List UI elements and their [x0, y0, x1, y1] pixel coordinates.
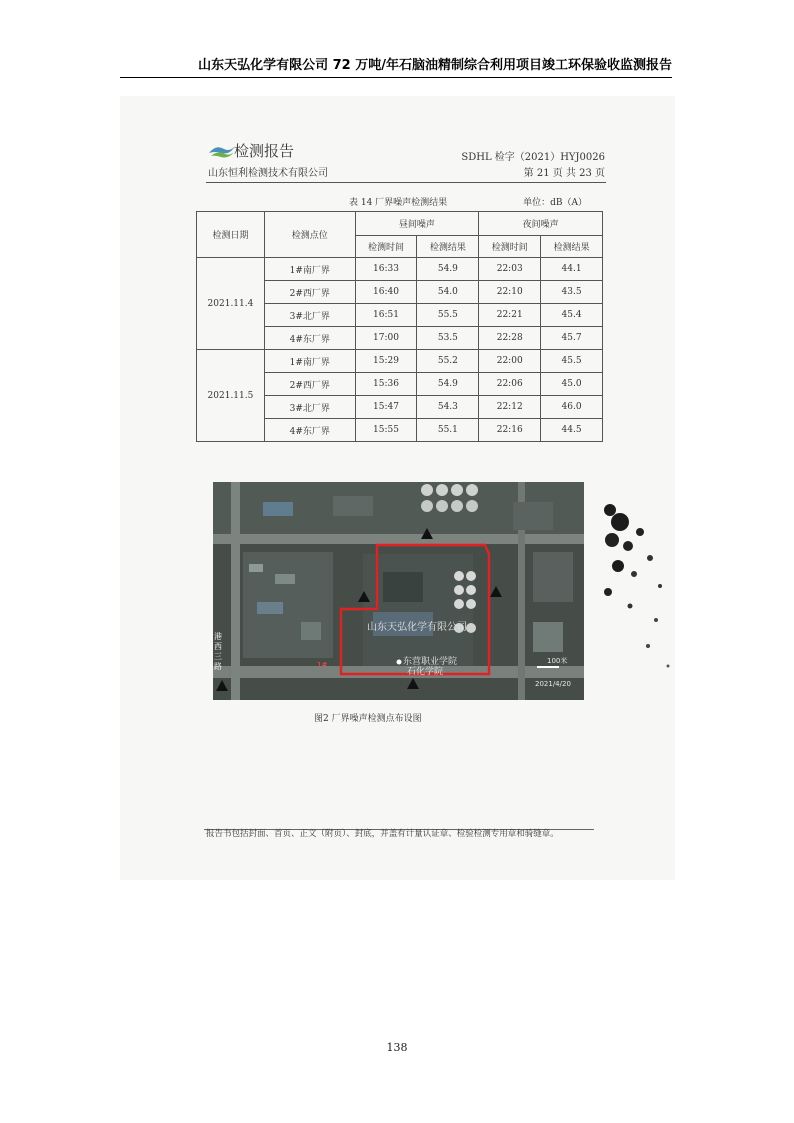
- night-time-cell: 22:12: [479, 396, 541, 419]
- svg-text:1#: 1#: [317, 661, 328, 669]
- point-cell: 4#东厂界: [264, 327, 355, 350]
- day-value-cell: 54.9: [417, 373, 479, 396]
- night-value-cell: 45.4: [541, 304, 603, 327]
- day-time-cell: 15:47: [355, 396, 417, 419]
- header-day-result: 检测结果: [417, 236, 479, 258]
- date-cell: 2021.11.4: [197, 258, 265, 350]
- day-value-cell: 55.2: [417, 350, 479, 373]
- night-time-cell: 22:03: [479, 258, 541, 281]
- scan-ink-stain: [590, 496, 675, 696]
- night-value-cell: 46.0: [541, 396, 603, 419]
- road-label: 港西三路: [214, 632, 222, 671]
- header-night-noise: 夜间噪声: [479, 212, 603, 236]
- day-time-cell: 15:36: [355, 373, 417, 396]
- day-time-cell: 16:40: [355, 281, 417, 304]
- header-divider: [206, 182, 606, 183]
- page-number: 138: [386, 1041, 408, 1054]
- day-time-cell: 15:29: [355, 350, 417, 373]
- company-logo-icon: [208, 143, 236, 159]
- day-time-cell: 17:00: [355, 327, 417, 350]
- report-page-count: 第 21 页 共 23 页: [523, 168, 605, 179]
- day-time-cell: 15:55: [355, 419, 417, 442]
- header-night-time: 检测时间: [479, 236, 541, 258]
- day-value-cell: 53.5: [417, 327, 479, 350]
- point-cell: 4#东厂界: [264, 419, 355, 442]
- noise-results-table: [196, 211, 603, 442]
- school-sub-label: 石化学院: [407, 667, 444, 677]
- day-value-cell: 55.5: [417, 304, 479, 327]
- testing-company-name: 山东恒利检测技术有限公司: [208, 168, 328, 179]
- map-date-label: 2021/4/20: [535, 680, 571, 688]
- report-number: SDHL 检字（2021）HYJ0026: [461, 152, 605, 163]
- night-value-cell: 45.7: [541, 327, 603, 350]
- satellite-map: [213, 482, 584, 700]
- point-cell: 2#西厂界: [264, 281, 355, 304]
- point-cell: 3#北厂界: [264, 304, 355, 327]
- school-label: 东营职业学院: [403, 657, 458, 667]
- night-value-cell: 45.5: [541, 350, 603, 373]
- header-point: 检测点位: [264, 212, 355, 258]
- night-value-cell: 44.1: [541, 258, 603, 281]
- day-value-cell: 54.3: [417, 396, 479, 419]
- night-value-cell: 43.5: [541, 281, 603, 304]
- table-unit: 单位：dB（A）: [523, 198, 587, 208]
- header-day-noise: 昼间噪声: [355, 212, 479, 236]
- footer-note: 报告书包括封面、首页、正文（附页）、封底，并盖有计量认证章、检验检测专用章和骑缝章。: [206, 829, 559, 839]
- day-value-cell: 54.9: [417, 258, 479, 281]
- night-time-cell: 22:21: [479, 304, 541, 327]
- report-logo-title: 检测报告: [234, 142, 295, 160]
- header-night-result: 检测结果: [541, 236, 603, 258]
- day-time-cell: 16:51: [355, 304, 417, 327]
- point-cell: 2#西厂界: [264, 373, 355, 396]
- table-row: [197, 350, 603, 373]
- night-time-cell: 22:10: [479, 281, 541, 304]
- day-value-cell: 55.1: [417, 419, 479, 442]
- day-value-cell: 54.0: [417, 281, 479, 304]
- date-cell: 2021.11.5: [197, 350, 265, 442]
- point-cell: 1#南厂界: [264, 258, 355, 281]
- point-cell: 3#北厂界: [264, 396, 355, 419]
- header-date: 检测日期: [197, 212, 265, 258]
- day-time-cell: 16:33: [355, 258, 417, 281]
- night-time-cell: 22:06: [479, 373, 541, 396]
- page-header: 山东天弘化学有限公司 72 万吨/年石脑油精制综合利用项目竣工环保验收监测报告: [120, 56, 672, 78]
- plant-company-label: 山东天弘化学有限公司: [367, 622, 467, 633]
- night-time-cell: 22:28: [479, 327, 541, 350]
- figure-caption: 图2 厂界噪声检测点布设图: [314, 714, 422, 724]
- school-marker: [397, 660, 402, 665]
- scanned-report-page: [120, 96, 675, 880]
- table-caption: 表 14 厂界噪声检测结果: [349, 198, 448, 208]
- night-value-cell: 45.0: [541, 373, 603, 396]
- night-time-cell: 22:00: [479, 350, 541, 373]
- satellite-map-image: [213, 482, 584, 700]
- night-time-cell: 22:16: [479, 419, 541, 442]
- night-value-cell: 44.5: [541, 419, 603, 442]
- header-day-time: 检测时间: [355, 236, 417, 258]
- map-scale-label: 100米: [547, 657, 568, 665]
- point-cell: 1#南厂界: [264, 350, 355, 373]
- table-row: [197, 258, 603, 281]
